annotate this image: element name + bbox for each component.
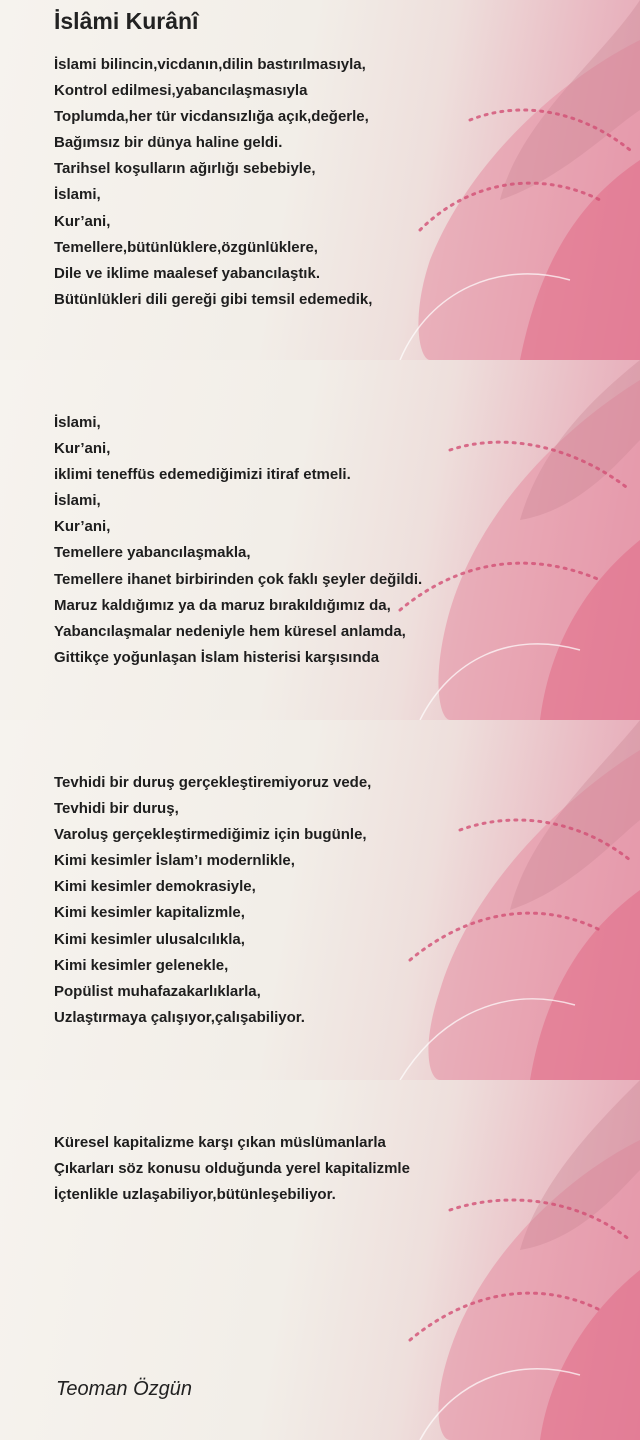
poem-line: Temellere yabancılaşmakla, [54,544,251,562]
poem-line: Uzlaştırmaya çalışıyor,çalışabiliyor. [54,1008,305,1026]
poem-line: İslami, [54,414,101,431]
stanza-3 [54,770,371,1031]
stanza-4 [54,1130,410,1208]
poem-line: Kur’ani, [54,212,111,230]
poem-author: Teoman Özgün [56,1378,193,1400]
poem-panel-3 [0,720,640,1080]
poem-line: Tarihsel koşulların ağırlığı sebebiyle, [54,160,316,178]
poem-line: Temellere,bütünlüklere,özgünlüklere, [54,238,318,256]
poem-panel-1 [0,0,640,360]
poem-line: Kimi kesimler gelenekle, [54,956,229,974]
poem-line: Gittikçe yoğunlaşan İslam histerisi karşısında [54,648,380,666]
poem-line: İslami bilincin,vicdanın,dilin bastırılmasıyla, [54,56,366,73]
poem-panel-2 [0,360,640,720]
poem-line: İçtenlikle uzlaşabiliyor,bütünleşebiliyor. [54,1186,336,1204]
poem-line: Kur’ani, [54,518,111,536]
poem-line: Varoluş gerçekleştirmediğimiz için bugünle, [54,826,367,844]
poem-line: Temellere ihanet birbirinden çok faklı şeyler değildi. [54,570,423,588]
poem-line: Yabancılaşmalar nedeniyle hem küresel anlamda, [54,622,406,640]
poem-line: Küresel kapitalizme karşı çıkan müslümanlarla [54,1134,386,1151]
poem-line: Kimi kesimler ulusalcılıkla, [54,930,245,948]
poem-line: İslami, [54,186,101,204]
stanza-1 [54,52,372,313]
poem-line: Popülist muhafazakarlıklarla, [54,982,261,1000]
poem-title: İslâmi Kurânî [54,8,199,34]
poem-line: iklimi teneffüs edemediğimizi itiraf etmeli. [54,466,351,484]
poem-line: Tevhidi bir duruş gerçekleştiremiyoruz vede, [54,774,372,791]
poem-line: Kimi kesimler demokrasiyle, [54,878,256,896]
poem-line: Kontrol edilmesi,yabancılaşmasıyla [54,82,308,100]
poem-line: Kimi kesimler kapitalizmle, [54,904,245,922]
poem-line: Çıkarları söz konusu olduğunda yerel kapitalizmle [54,1160,410,1178]
poem-line: İslami, [54,492,101,510]
poem-line: Kur’ani, [54,440,111,458]
poem-line: Toplumda,her tür vicdansızlığa açık,değerle, [54,108,369,126]
poem-line: Maruz kaldığımız ya da maruz bırakıldığımız da, [54,596,391,614]
poem-line: Dile ve iklime maalesef yabancılaştık. [54,264,320,282]
poem-line: Bütünlükleri dili gereği gibi temsil edemedik, [54,290,373,308]
poem-line: Tevhidi bir duruş, [54,800,179,818]
poem-line: Kimi kesimler İslam’ı modernlikle, [54,852,295,870]
stanza-2 [54,410,422,671]
poem-line: Bağımsız bir dünya haline geldi. [54,134,283,152]
